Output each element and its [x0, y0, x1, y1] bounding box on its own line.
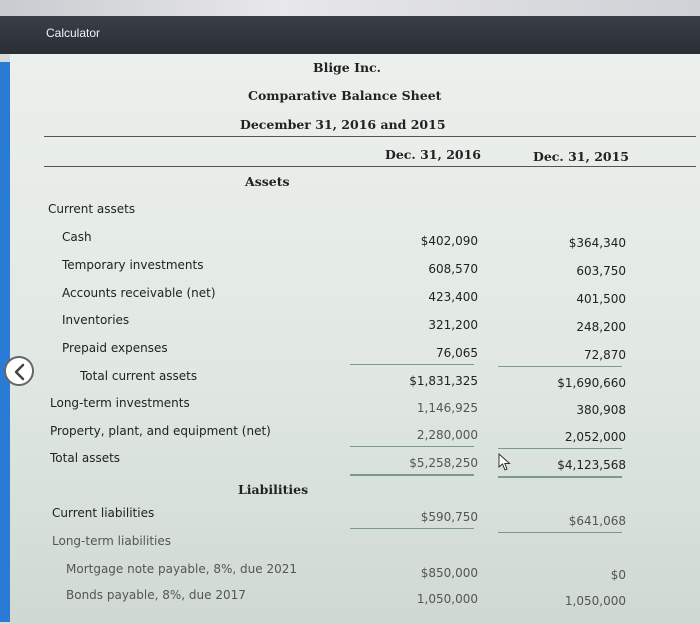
- long-term-investments-2015: 380,908: [576, 403, 626, 417]
- report-date: December 31, 2016 and 2015: [240, 117, 446, 132]
- liab-rule-2015: [498, 532, 622, 533]
- long-term-liabilities-heading: Long-term liabilities: [52, 534, 171, 548]
- mortgage-2015: $0: [610, 568, 626, 582]
- current-liabilities-label: Current liabilities: [52, 506, 155, 520]
- double-rule-2016: [350, 474, 474, 476]
- back-button[interactable]: [4, 356, 34, 386]
- liabilities-heading: Liabilities: [238, 482, 309, 497]
- total-current-assets-2016: $1,831,325: [409, 374, 478, 388]
- report-title: Comparative Balance Sheet: [248, 88, 442, 103]
- company-name: Blige Inc.: [313, 60, 382, 75]
- bonds-2016: 1,050,000: [416, 592, 478, 606]
- subtotal-rule-2016: [350, 364, 474, 365]
- total-current-assets-2015: $1,690,660: [557, 376, 626, 390]
- bonds-label: Bonds payable, 8%, due 2017: [66, 588, 246, 602]
- current-liabilities-2016: $590,750: [420, 510, 478, 524]
- cell-2015: 401,500: [576, 292, 626, 306]
- cell-2016: 608,570: [428, 262, 478, 276]
- cell-2015: 72,870: [584, 348, 626, 362]
- ppe-2015: 2,052,000: [564, 430, 626, 444]
- left-accent-bar: [0, 62, 10, 622]
- mortgage-label: Mortgage note payable, 8%, due 2021: [66, 562, 297, 576]
- total-rule-2015: [498, 448, 622, 449]
- cell-2015: 248,200: [576, 320, 626, 334]
- cell-2016: 423,400: [428, 290, 478, 304]
- row-label: Prepaid expenses: [62, 341, 168, 355]
- total-assets-2015: $4,123,568: [557, 458, 626, 472]
- row-label: Inventories: [62, 313, 130, 327]
- double-rule-2015: [498, 476, 622, 478]
- subtotal-rule-2015: [498, 366, 622, 367]
- ppe-label: Property, plant, and equipment (net): [50, 424, 271, 438]
- bonds-2015: 1,050,000: [564, 594, 626, 608]
- column-header-2015: Dec. 31, 2015: [533, 149, 629, 164]
- window-title: Calculator: [46, 26, 101, 40]
- cell-2015: 603,750: [576, 264, 626, 278]
- total-rule-2016: [350, 446, 474, 447]
- total-assets-label: Total assets: [50, 451, 121, 465]
- assets-heading: Assets: [245, 174, 290, 189]
- row-label: Cash: [62, 230, 92, 244]
- window-titlebar: [0, 16, 700, 54]
- ppe-2016: 2,280,000: [416, 428, 478, 442]
- total-current-assets-label: Total current assets: [80, 369, 198, 383]
- cell-2015: $364,340: [568, 236, 626, 250]
- column-header-2016: Dec. 31, 2016: [385, 147, 481, 162]
- long-term-investments-label: Long-term investments: [50, 396, 190, 410]
- header-rule: [44, 136, 696, 137]
- current-assets-heading: Current assets: [48, 202, 136, 216]
- top-strip: [0, 0, 700, 16]
- mortgage-2016: $850,000: [420, 566, 478, 580]
- long-term-investments-2016: 1,146,925: [416, 401, 478, 415]
- row-label: Temporary investments: [62, 258, 204, 272]
- balance-sheet: [10, 54, 700, 624]
- cell-2016: $402,090: [420, 234, 478, 248]
- total-assets-2016: $5,258,250: [409, 456, 478, 470]
- mouse-cursor-icon: [498, 453, 512, 471]
- cell-2016: 321,200: [428, 318, 478, 332]
- cell-2016: 76,065: [436, 346, 478, 360]
- column-header-rule: [44, 166, 696, 167]
- chevron-left-icon: [12, 363, 28, 381]
- row-label: Accounts receivable (net): [62, 286, 216, 300]
- current-liabilities-2015: $641,068: [568, 514, 626, 528]
- liab-rule-2016: [350, 528, 474, 529]
